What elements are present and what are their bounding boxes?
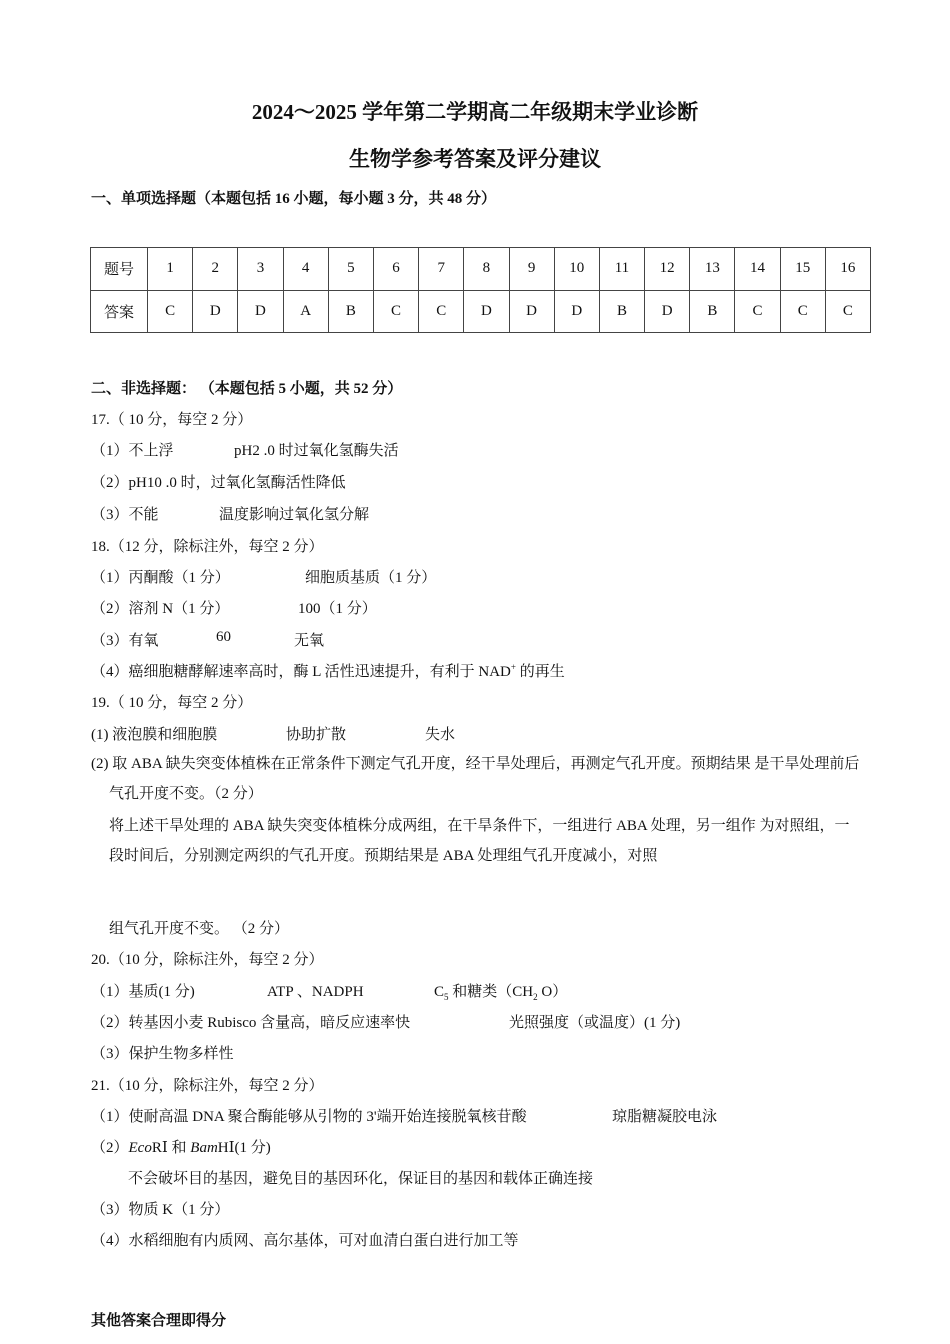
table-row-answers <box>91 290 871 333</box>
q18-answer-3b: 60 <box>216 629 231 645</box>
q21-answer-2 <box>91 1136 271 1157</box>
answer-cell: D <box>193 290 238 333</box>
c5-subscript: 5 <box>444 992 449 1002</box>
q21-answer-4: （4）水稻细胞有内质网、高尔基体，可对血清白蛋白进行加工等 <box>91 1233 519 1249</box>
eco-italic: Eco <box>128 1140 152 1156</box>
question-number-cell: 16 <box>825 248 870 291</box>
question-number-cell: 13 <box>690 248 735 291</box>
q19-answer-2: (2) 取 ABA 缺失突变体植株在正常条件下测定气孔开度，经干旱处理后，再测定气孔开度。预期结果 是干旱处理前后气孔开度不变。（2 分） <box>91 756 860 802</box>
answer-cell: B <box>690 290 735 333</box>
question-number-cell: 4 <box>283 248 328 291</box>
q19-alternative-end: 组气孔开度不变。 （2 分） <box>109 921 290 937</box>
q19-alternative: 将上述干旱处理的 ABA 缺失突变体植株分成两组，在干旱条件下，一组进行 ABA 处理，另一组作 为对照组，一段时间后，分别测定两织的气孔开度。预期结果是 ABA 处理组气孔开度减小，对照 <box>109 818 850 864</box>
q18-answer-2a: （2）溶剂 N（1 分） <box>91 601 230 617</box>
question-number-cell: 3 <box>238 248 283 291</box>
q17-answer-1a: （1）不上浮 <box>91 443 174 459</box>
page-subtitle: 生物学参考答案及评分建议 <box>349 147 601 171</box>
q19-answer-1a: (1) 液泡膜和细胞膜 <box>91 727 218 743</box>
q18-answer-1a: （1）丙酮酸（1 分） <box>91 570 230 586</box>
answer-cell: C <box>419 290 464 333</box>
table-row-questions <box>91 248 871 291</box>
answer-cell: C <box>148 290 193 333</box>
q20-answer-1c <box>434 980 567 1002</box>
sugar-text: 和糖类（CH <box>448 984 534 1000</box>
q18-answer-4-tail: 的再生 <box>515 664 565 680</box>
question-number-cell: 6 <box>373 248 418 291</box>
q17-answer-2: （2）pH10 .0 时，过氧化氢酶活性降低 <box>91 475 346 491</box>
q20-heading: 20.（10 分，除标注外，每空 2 分） <box>91 952 324 968</box>
answer-cell: C <box>825 290 870 333</box>
answer-cell: D <box>238 290 283 333</box>
q20-answer-1b: ATP 、NADPH <box>267 984 364 1000</box>
answer-cell: D <box>509 290 554 333</box>
row-label-questions: 题号 <box>91 248 148 291</box>
q18-answer-4-text: （4）癌细胞糖酵解速率高时，酶 L 活性迅速提升，有利于 NAD <box>91 664 511 680</box>
q18-answer-1b: 细胞质基质（1 分） <box>305 570 437 586</box>
c5-symbol: C <box>434 984 445 1000</box>
q19-heading: 19.（ 10 分，每空 2 分） <box>91 695 253 711</box>
q20-answer-2b: 光照强度（或温度）(1 分) <box>509 1015 681 1031</box>
question-number-cell: 7 <box>419 248 464 291</box>
q21-heading: 21.（10 分，除标注外，每空 2 分） <box>91 1078 324 1094</box>
answer-cell: D <box>554 290 599 333</box>
q19-answer-1b: 协助扩散 <box>286 727 347 743</box>
question-number-cell: 1 <box>148 248 193 291</box>
q21-answer-3: （3）物质 K（1 分） <box>91 1202 230 1218</box>
question-number-cell: 8 <box>464 248 509 291</box>
question-number-cell: 9 <box>509 248 554 291</box>
bam-rest: HⅠ(1 分) <box>217 1140 271 1156</box>
q18-answer-4 <box>91 660 565 681</box>
q17-answer-3b: 温度影响过氧化氢分解 <box>219 507 370 523</box>
nad-superscript: + <box>510 662 516 672</box>
section2-heading: 二、非选择题： （本题包括 5 小题，共 52 分） <box>91 381 403 397</box>
q21-answer-1a: （1）使耐高温 DNA 聚合酶能够从引物的 3'端开始连接脱氧核苷酸 <box>91 1109 527 1125</box>
ch2o-subscript: 2 <box>533 992 538 1002</box>
row-label-answers: 答案 <box>91 290 148 333</box>
answer-cell: B <box>328 290 373 333</box>
page-title: 2024～2025 学年第二学期高二年级期末学业诊断 <box>251 100 699 124</box>
question-number-cell: 5 <box>328 248 373 291</box>
q21-answer-2-prefix: （2） <box>91 1140 129 1156</box>
q20-answer-1a: （1）基质(1 分) <box>91 984 195 1000</box>
question-number-cell: 15 <box>780 248 825 291</box>
answer-cell: C <box>735 290 780 333</box>
bam-italic: Bam <box>190 1140 218 1156</box>
section1-heading: 一、单项选择题（本题包括 16 小题，每小题 3 分，共 48 分） <box>91 191 497 207</box>
question-number-cell: 2 <box>193 248 238 291</box>
question-number-cell: 11 <box>599 248 644 291</box>
q18-answer-3a: （3）有氧 <box>91 633 159 649</box>
answer-cell: B <box>599 290 644 333</box>
question-number-cell: 14 <box>735 248 780 291</box>
answer-cell: C <box>373 290 418 333</box>
q17-answer-3a: （3）不能 <box>91 507 159 523</box>
answer-cell: A <box>283 290 328 333</box>
q17-answer-1b: pH2 .0 时过氧化氢酶失活 <box>234 443 399 459</box>
q18-heading: 18.（12 分，除标注外，每空 2 分） <box>91 539 324 555</box>
q17-heading: 17.（ 10 分，每空 2 分） <box>91 412 253 428</box>
answer-cell: D <box>464 290 509 333</box>
question-number-cell: 10 <box>554 248 599 291</box>
footer-note: 其他答案合理即得分 <box>91 1313 227 1329</box>
q18-answer-2b: 100（1 分） <box>298 601 377 617</box>
q20-answer-3: （3）保护生物多样性 <box>91 1046 234 1062</box>
sugar-text-end: O） <box>537 984 568 1000</box>
question-number-cell: 12 <box>645 248 690 291</box>
answer-table <box>90 247 871 333</box>
q21-answer-1b: 琼脂糖凝胶电泳 <box>612 1109 718 1125</box>
q20-answer-2a: （2）转基因小麦 Rubisco 含量高，暗反应速率快 <box>91 1015 411 1031</box>
eco-rest: RⅠ 和 <box>151 1140 191 1156</box>
answer-cell: D <box>645 290 690 333</box>
q18-answer-3c: 无氧 <box>294 633 325 649</box>
answer-cell: C <box>780 290 825 333</box>
q19-answer-1c: 失水 <box>425 727 456 743</box>
q21-answer-2-reason: 不会破坏目的基因，避免目的基因环化，保证目的基因和载体正确连接 <box>128 1171 594 1187</box>
